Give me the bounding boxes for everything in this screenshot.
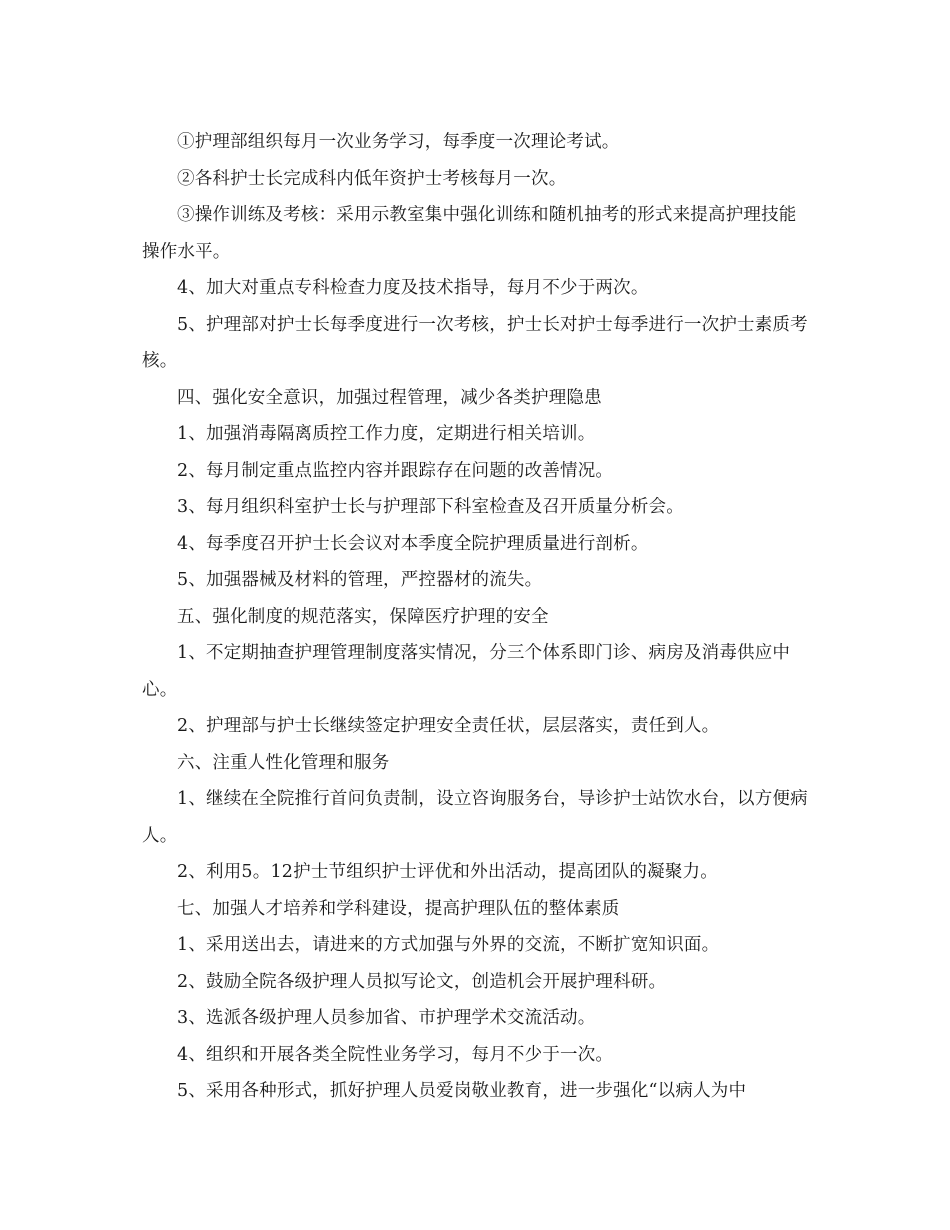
- paragraph-16: 1、继续在全院推行首问负责制，设立咨询服务台，导诊护士站饮水台，以方便病人。: [142, 789, 808, 846]
- paragraph-21: 3、选派各级护理人员参加省、市护理学术交流活动。: [177, 1008, 596, 1028]
- section-heading-7: 七、加强人才培养和学科建设，提高护理队伍的整体素质: [177, 898, 620, 919]
- paragraph-2: ②各科护士长完成科内低年资护士考核每月一次。: [177, 168, 567, 189]
- section-heading-6: 六、注重人性化管理和服务: [177, 752, 390, 773]
- paragraph-20: 2、鼓励全院各级护理人员拟写论文，创造机会开展护理科研。: [177, 971, 667, 992]
- paragraph-7: 1、加强消毒隔离质控工作力度，定期进行相关培训。: [177, 424, 596, 444]
- paragraph-4: 4、加大对重点专科检查力度及技术指导，每月不少于两次。: [177, 278, 649, 298]
- paragraph-10: 4、每季度召开护士长会议对本季度全院护理质量进行剖析。: [177, 533, 649, 554]
- paragraph-19: 1、采用送出去，请进来的方式加强与外界的交流，不断扩宽知识面。: [177, 935, 720, 955]
- paragraph-5: 5、护理部对护士长每季度进行一次考核，护士长对护士每季进行一次护士素质考核。: [142, 314, 808, 371]
- paragraph-14: 2、护理部与护士长继续签定护理安全责任状，层层落实，责任到人。: [177, 716, 720, 736]
- paragraph-1: ①护理部组织每月一次业务学习，每季度一次理论考试。: [177, 132, 620, 152]
- paragraph-13: 1、不定期抽查护理管理制度落实情况，分三个体系即门诊、病房及消毒供应中心。: [142, 643, 791, 700]
- paragraph-11: 5、加强器械及材料的管理，严控器材的流失。: [177, 570, 543, 590]
- paragraph-23: 5、采用各种形式，抓好护理人员爱岗敬业教育，进一步强化“以病人为中: [177, 1081, 747, 1101]
- paragraph-17: 2、利用5。12护士节组织护士评优和外出活动，提高团队的凝聚力。: [177, 862, 718, 882]
- paragraph-9: 3、每月组织科室护士长与护理部下科室检查及召开质量分析会。: [177, 497, 684, 517]
- document-body: [142, 124, 814, 1110]
- paragraph-3: ③操作训练及考核：采用示教室集中强化训练和随机抽考的形式来提高护理技能操作水平。: [142, 205, 797, 262]
- paragraph-22: 4、组织和开展各类全院性业务学习，每月不少于一次。: [177, 1044, 614, 1065]
- paragraph-8: 2、每月制定重点监控内容并跟踪存在问题的改善情况。: [177, 460, 614, 481]
- section-heading-5: 五、强化制度的规范落实，保障医疗护理的安全: [177, 606, 549, 627]
- section-heading-4: 四、强化安全意识，加强过程管理，减少各类护理隐患: [177, 387, 602, 408]
